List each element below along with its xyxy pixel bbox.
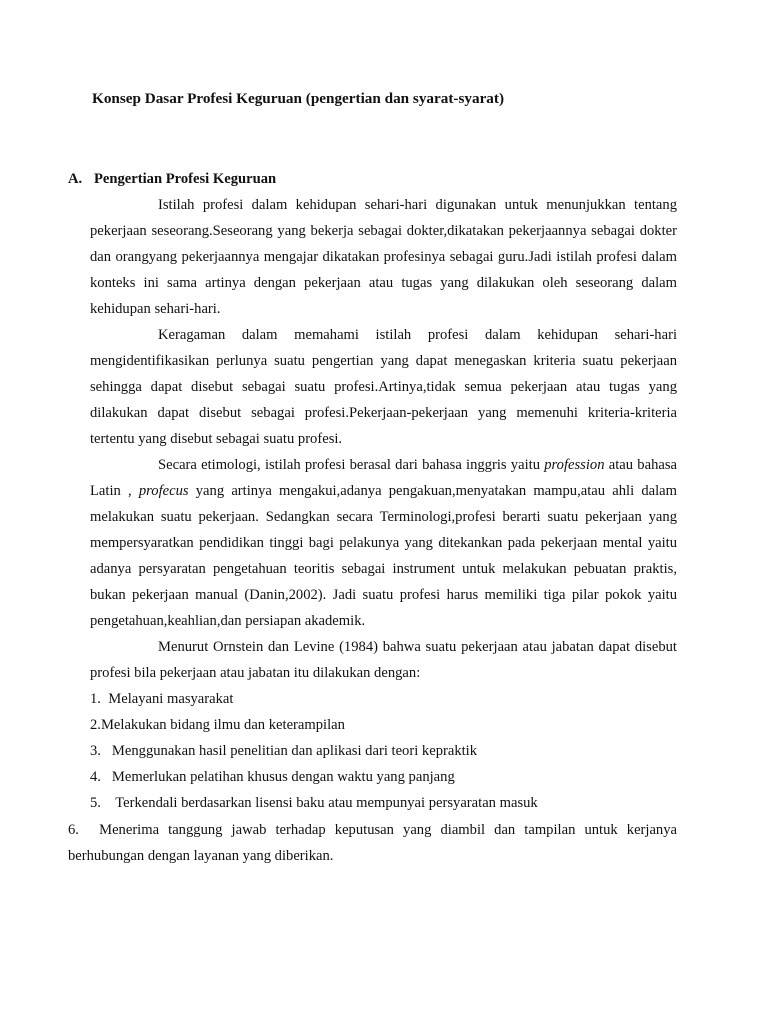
paragraph-2: Keragaman dalam memahami istilah profesi dalam kehidupan sehari-hari mengidentifikasikan perlunya suatu pengertian yang dapat menegaskan kriteria suatu pekerjaan sehingga dapat disebut sebagai suatu profesi.Artinya,tidak semua pekerjaan atau tugas yang dilakukan dapat disebut sebagai profesi.Pekerjaan-pekerjaan yang memenuhi kriteria-kriteria tertentu yang disebut sebagai suatu profesi.: [90, 327, 677, 447]
list-item-6-text: Menerima tanggung jawab terhadap keputusan yang diambil dan tampilan untuk kerjanya berhubungan dengan layanan yang diberikan.: [68, 822, 678, 864]
paragraph-ornstein: Menurut Ornstein dan Levine (1984) bahwa suatu pekerjaan atau jabatan dapat disebut profesi bila pekerjaan atau jabatan itu dilakukan dengan:: [90, 639, 677, 681]
section-letter: A.: [68, 171, 83, 187]
section-heading: [68, 171, 276, 188]
etimologi-text-1: Secara etimologi, istilah profesi berasal dari bahasa inggris yaitu: [158, 457, 545, 473]
list-item-2: 2.Melakukan bidang ilmu dan keterampilan: [90, 717, 345, 733]
paragraph-1: Istilah profesi dalam kehidupan sehari-hari digunakan untuk menunjukkan tentang pekerjaan seseorang.Seseorang yang bekerja sebagai dokter,dikatakan pekerjaannya sebagai dokter dan orangyang pekerjaannya mengajar dikatakan profesinya sebagai guru.Jadi istilah profesi dalam konteks ini sama artinya dengan pekerjaan atau tugas yang dilakukan oleh seseorang dalam kehidupan sehari-hari.: [90, 197, 677, 317]
list-item-5: 5. Terkendali berdasarkan lisensi baku atau mempunyai persyaratan masuk: [90, 795, 538, 811]
document-title: Konsep Dasar Profesi Keguruan (pengertian dan syarat-syarat): [92, 90, 505, 107]
paragraph-etimologi: [90, 452, 677, 634]
list-item-6: [68, 817, 677, 869]
section-heading-text: Pengertian Profesi Keguruan: [94, 171, 277, 187]
list-item-6-number: 6.: [68, 822, 79, 838]
list-item-4: 4. Memerlukan pelatihan khusus dengan waktu yang panjang: [90, 769, 455, 785]
section-body: [90, 192, 677, 816]
etimologi-text-3: yang artinya mengakui,adanya pengakuan,menyatakan mampu,atau ahli dalam melakukan suatu pekerjaan. Sedangkan secara Terminologi,profesi berarti suatu pekerjaan yang mempersyaratkan pendidikan tinggi bagi pelakunya yang ditekankan pada pekerjaan mental yaitu adanya persyaratan pengetahuan teoritis sebagai instrument untuk melakukan pebuatan praktis, bukan pekerjaan manual (Danin,2002). Jadi suatu profesi harus memiliki tiga pilar pokok yaitu pengetahuan,keahlian,dan persiapan akademik.: [90, 483, 677, 629]
term-profession: profession: [544, 457, 605, 473]
term-profecus: profecus: [138, 483, 189, 499]
list-item-3: 3. Menggunakan hasil penelitian dan aplikasi dari teori kepraktik: [90, 743, 478, 759]
list-item-1: 1. Melayani masyarakat: [90, 691, 234, 707]
etimologi-text-2: atau bahasa Latin ,: [90, 457, 677, 499]
